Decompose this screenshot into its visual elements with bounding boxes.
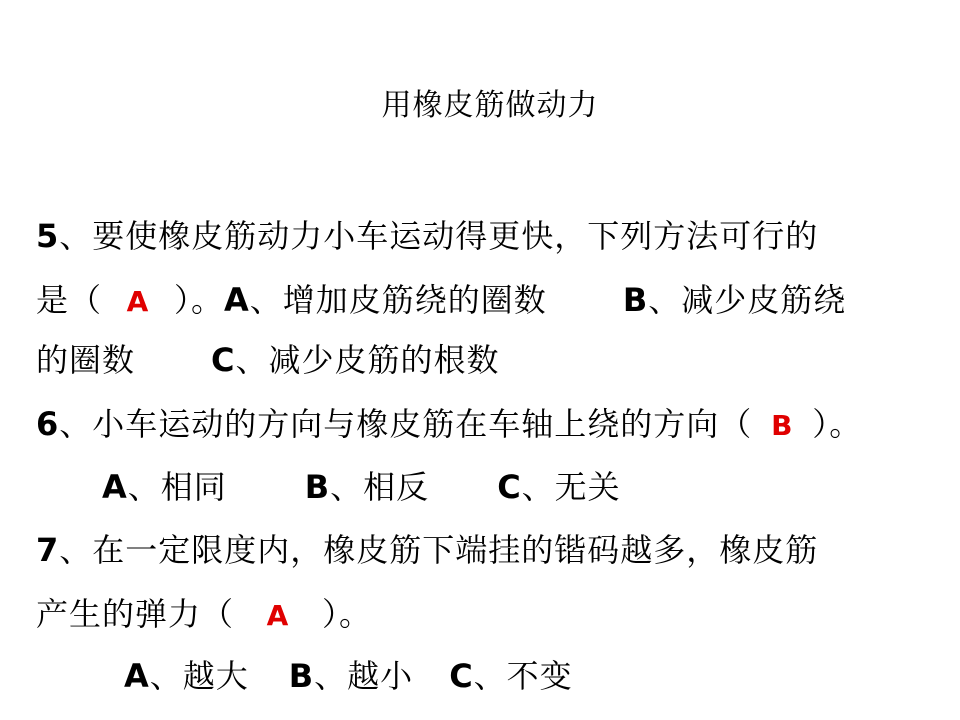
q6-number: 6 (36, 405, 60, 443)
q7-options (124, 656, 573, 696)
q5-option-b-letter: B (622, 281, 649, 319)
q7-option-c-letter: C (449, 657, 474, 695)
q6-line-1 (36, 404, 862, 446)
q6-option-c-letter: C (497, 468, 522, 506)
q7-option-c-text: 、不变 (473, 657, 573, 695)
q5-stem-2: 是（ (36, 281, 103, 319)
q5-answer: A (126, 285, 150, 318)
q5-line-2 (36, 280, 846, 322)
q7-stem-2: 产生的弹力（ (36, 595, 235, 633)
q5-line-1 (36, 216, 818, 256)
q5-option-a-text: 、增加皮筋绕的圈数 (249, 281, 547, 319)
q7-line-2 (36, 594, 372, 636)
q6-option-b-letter: B (304, 468, 331, 506)
q5-option-c-text: 、减少皮筋的根数 (235, 341, 500, 379)
q6-option-c-text: 、无关 (521, 468, 621, 506)
q5-option-a-letter: A (224, 281, 250, 319)
q7-option-b-letter: B (288, 657, 315, 695)
page-title: 用橡皮筋做动力 (381, 88, 599, 123)
q5-option-b-text-cont: 的圈数 (36, 341, 136, 379)
q7-stem-end: ）。 (322, 595, 373, 633)
q7-answer: A (266, 599, 290, 632)
q5-stem-end: ）。 (174, 281, 225, 319)
q7-option-a-letter: A (124, 657, 150, 695)
q7-option-a-text: 、越大 (149, 657, 249, 695)
q5-stem: 、要使橡皮筋动力小车运动得更快，下列方法可行的 (59, 217, 819, 255)
q6-option-a-text: 、相同 (127, 468, 227, 506)
q6-option-a-letter: A (102, 468, 128, 506)
q5-line-3 (36, 340, 500, 380)
q5-number: 5 (36, 217, 60, 255)
q6-answer: B (771, 409, 794, 442)
q6-option-b-text: 、相反 (330, 468, 430, 506)
q6-options (102, 467, 621, 507)
q7-stem: 、在一定限度内，橡皮筋下端挂的锴码越多，橡皮筋 (59, 531, 819, 569)
q5-option-b-text: 、减少皮筋绕 (648, 281, 847, 319)
q5-option-c-letter: C (211, 341, 236, 379)
q6-stem: 、小车运动的方向与橡皮筋在车轴上绕的方向（ (59, 405, 753, 443)
q7-number: 7 (36, 531, 60, 569)
q6-stem-end: ）。 (812, 405, 863, 443)
q7-line-1 (36, 530, 818, 570)
q7-option-b-text: 、越小 (314, 657, 414, 695)
